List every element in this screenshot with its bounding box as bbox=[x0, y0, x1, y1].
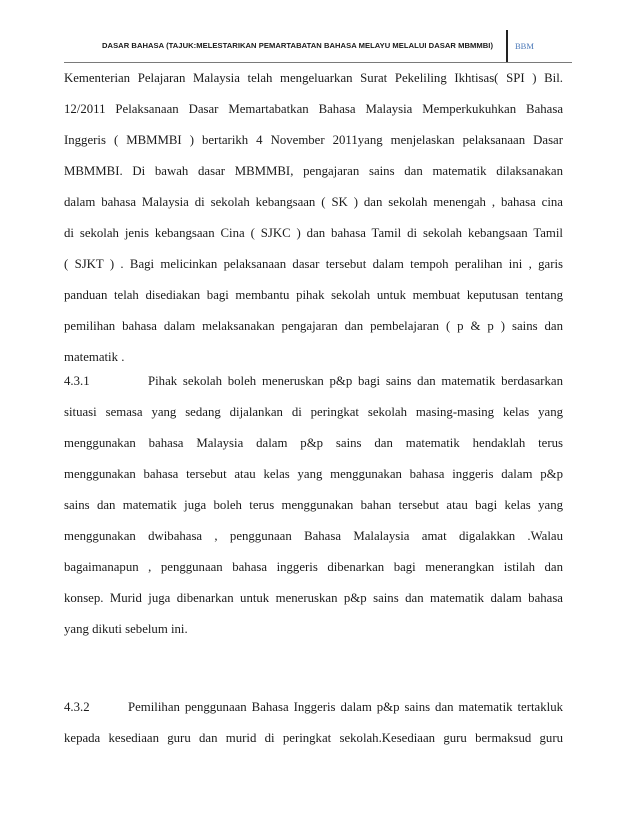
paragraph-line: situasi semasa yang sedang dijalankan di peringkat sekolah masing-masing kelas yang bbox=[64, 405, 563, 419]
paragraph-line: menggunakan bahasa Malaysia dalam p&p sains dan matematik hendaklah terus bbox=[64, 436, 563, 450]
header-separator bbox=[506, 30, 508, 62]
paragraph-line: 12/2011 Pelaksanaan Dasar Memartabatkan Bahasa Malaysia Memperkukuhkan Bahasa bbox=[64, 102, 563, 116]
paragraph-line: sains dan matematik juga boleh terus menggunakan bahan tersebut atau bagi kelas yang bbox=[64, 498, 563, 512]
header-tag: BBM bbox=[515, 41, 534, 51]
paragraph-line: pemilihan bahasa dalam melaksanakan pengajaran dan pembelajaran ( p & p ) sains dan bbox=[64, 319, 563, 333]
paragraph-line: dalam bahasa Malaysia di sekolah kebangsaan ( SK ) dan sekolah menengah , bahasa cina bbox=[64, 195, 563, 209]
section-number: 4.3.1 bbox=[64, 374, 90, 388]
paragraph-line: matematik . bbox=[64, 350, 125, 364]
paragraph-line: panduan telah disediakan bagi membantu pihak sekolah untuk membuat keputusan tentang bbox=[64, 288, 563, 302]
paragraph-line: yang dikuti sebelum ini. bbox=[64, 622, 188, 636]
paragraph-line: menggunakan dwibahasa , penggunaan Bahasa Malalaysia amat digalakkan .Walau bbox=[64, 529, 563, 543]
paragraph-line: ( SJKT ) . Bagi melicinkan pelaksanaan dasar tersebut dalam tempoh peralihan ini , garis bbox=[64, 257, 563, 271]
paragraph-line: Kementerian Pelajaran Malaysia telah mengeluarkan Surat Pekeliling Ikhtisas( SPI ) Bil. bbox=[64, 71, 563, 85]
paragraph-line: Pemilihan penggunaan Bahasa Inggeris dalam p&p sains dan matematik tertakluk bbox=[128, 700, 563, 714]
paragraph-line: MBMMBI. Di bawah dasar MBMMBI, pengajaran sains dan matematik dilaksanakan bbox=[64, 164, 563, 178]
paragraph-line: Inggeris ( MBMMBI ) bertarikh 4 November 2011yang menjelaskan pelaksanaan Dasar bbox=[64, 133, 563, 147]
paragraph-line: Pihak sekolah boleh meneruskan p&p bagi sains dan matematik berdasarkan bbox=[148, 374, 563, 388]
paragraph-line: kepada kesediaan guru dan murid di peringkat sekolah.Kesediaan guru bermaksud guru bbox=[64, 731, 563, 745]
header-title: DASAR BAHASA (TAJUK:MELESTARIKAN PEMARTABATAN BAHASA MELAYU MELALUI DASAR MBMMBI) bbox=[102, 41, 494, 50]
paragraph-line: bagaimanapun , penggunaan bahasa inggeris dibenarkan bagi menerangkan istilah dan bbox=[64, 560, 563, 574]
paragraph-line: di sekolah jenis kebangsaan Cina ( SJKC ) dan bahasa Tamil di sekolah kebangsaan Tamil bbox=[64, 226, 563, 240]
paragraph-line: konsep. Murid juga dibenarkan untuk meneruskan p&p sains dan matematik dalam bahasa bbox=[64, 591, 563, 605]
page-header bbox=[0, 30, 638, 62]
paragraph-line: menggunakan bahasa tersebut atau kelas yang menggunakan bahasa inggeris dalam p&p bbox=[64, 467, 563, 481]
header-rule bbox=[64, 62, 572, 63]
section-number: 4.3.2 bbox=[64, 700, 90, 714]
